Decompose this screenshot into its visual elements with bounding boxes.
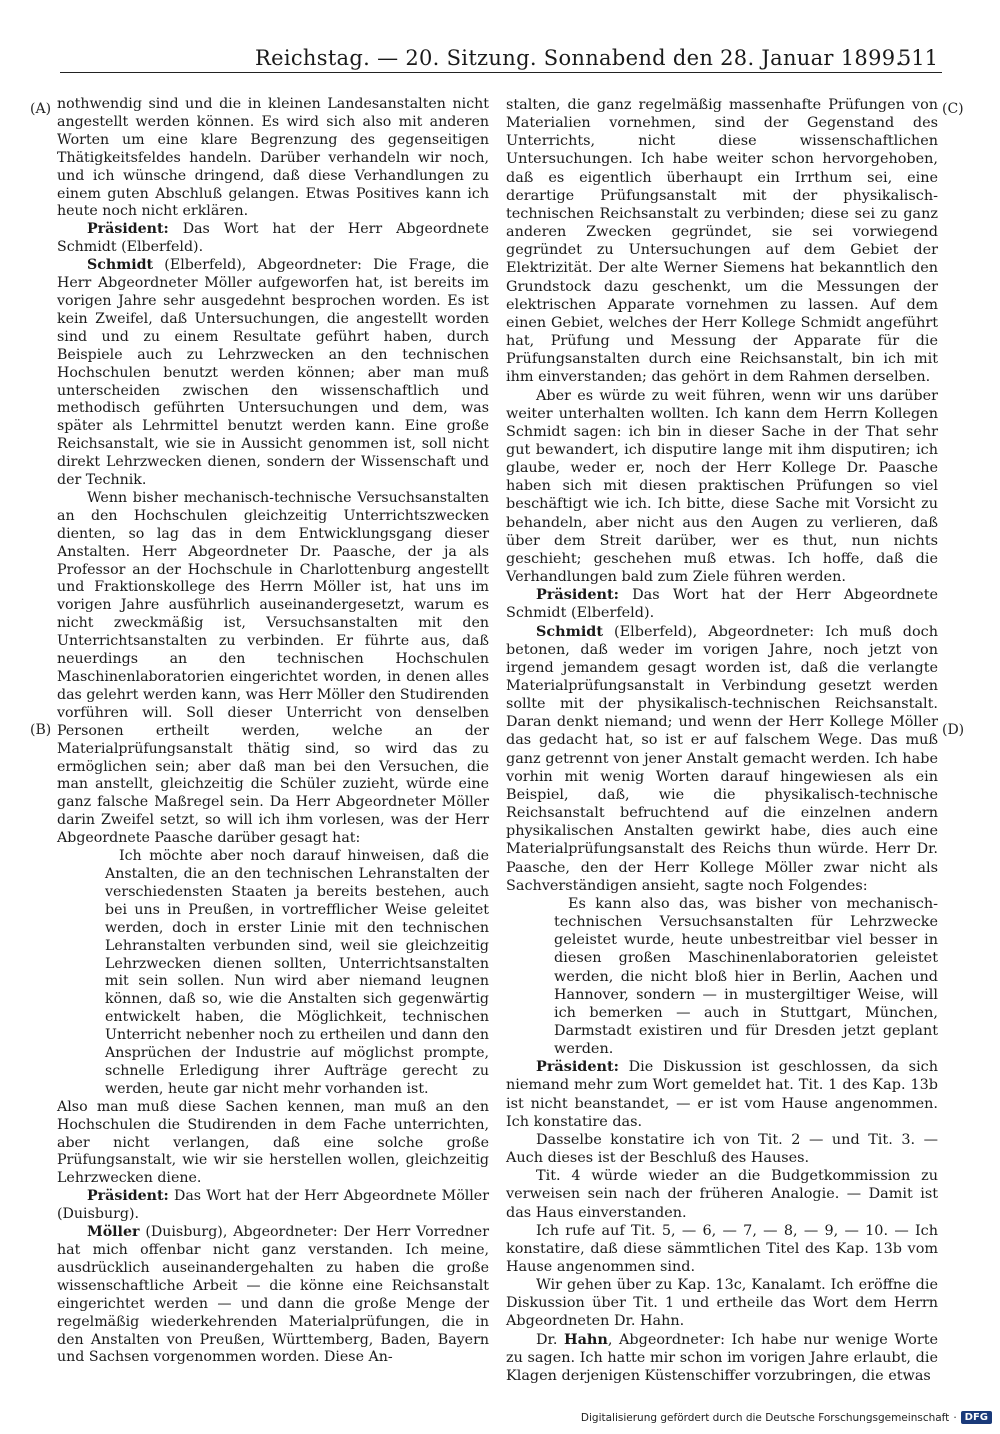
paragraph: Aber es würde zu weit führen, wenn wir uns darüber weiter unterhalten wollten. Ich kann dem Herrn Kollegen Schmidt sagen: ich bin in dieser Sache in der That sehr gut bewandert, ich disputire lange mit ihm disputiren; ich glaube, weder er, noch der Herr Kollege Dr. Paasche haben sich mit diesen praktischen Prüfungen so viel beschäftigt wie ich. Ich bitte, diese Sache mit Vorsicht zu behandeln, aber nicht aus den Augen zu verlieren, daß über dem Streit darüber, wer es thut, nun nichts geschieht; geschehen muß etwas. Ich hoffe, daß die Verhandlungen bald zum Ziele führen werden.	[506, 387, 938, 586]
block-quote: Es kann also das, was bisher von mechanisch-technischen Versuchsanstalten für Lehrzwecke geleistet wurde, heute unbestreitbar viel besser in diesen großen Maschinenlaboratorien geleistet werden, die nicht bloß hier in Berlin, Aachen und Hannover, sondern — in mustergiltiger Weise, will ich bemerken — auch in Stuttgart, München, Darmstadt existiren und für Dresden jetzt geplant werden.	[554, 895, 938, 1058]
speaker-name: Präsident:	[87, 1188, 169, 1205]
paragraph	[506, 586, 938, 622]
paragraph: nothwendig sind und die in kleinen Landesanstalten nicht angestellt werden können. Es wird sich also mit anderen Worten um eine klare Begrenzung des gegenseitigen Thätigkeitsfeldes handeln. Darüber verhandeln wir noch, und ich wünsche dringend, daß diese Verhandlungen zu einem guten Abschluß gelangen. Etwas Positives kann ich heute noch nicht erklären.	[57, 96, 489, 220]
speech-text: (Duisburg), Abgeordneter: Der Herr Vorredner hat mich offenbar nicht ganz verstanden. Ich meine, ausdrücklich auseinandergehalten zu haben die große wissenschaftliche Arbeit — die könne eine Reichsanstalt eingerichtet werden — und dann die große Menge der regelmäßig wiederkehrenden Materialprüfungen, die in den Anstalten von Preußen, Württemberg, Baden, Bayern und Sachsen vorgenommen worden. Diese An-	[57, 1224, 489, 1366]
speaker-name: Präsident:	[87, 221, 169, 238]
speech-text: (Elberfeld), Abgeordneter: Die Frage, die Herr Abgeordneter Möller aufgeworfen hat, ist bereits im vorigen Jahre sehr ausgedehnt besprochen worden. Es ist kein Zweifel, daß Untersuchungen, die angestellt worden sind und zu einem Resultate geführt haben, durch Beispiele auch zu Lehrzwecken an den technischen Hochschulen benutzt werden können; aber man muß unterscheiden zwischen den wissenschaftlich und methodisch geführten Untersuchungen und dem, was später als Lehrmittel benutzt werden kann. Eine große Reichsanstalt, wie sie in Aussicht genommen ist, soll nicht direkt Lehrzwecken dienen, sondern der Wissenschaft und der Technik.	[57, 257, 489, 489]
paragraph: Tit. 4 würde wieder an die Budgetkommission zu verweisen sein nach der früheren Analogie. — Damit ist das Haus einverstanden.	[506, 1168, 938, 1221]
paragraph	[506, 1331, 938, 1385]
dfg-logo: DFG	[961, 1411, 992, 1424]
running-title: Reichstag. — 20. Sitzung. Sonnabend den 28. Januar 1899.	[255, 46, 903, 70]
paragraph	[57, 1188, 489, 1224]
speaker-name: Schmidt	[536, 622, 604, 640]
paragraph	[57, 221, 489, 257]
paragraph: Dasselbe konstatire ich von Tit. 2 — und Tit. 3. — Auch dieses ist der Beschluß des Hauses.	[506, 1131, 938, 1167]
paragraph	[57, 1224, 489, 1367]
speaker-name: Präsident:	[536, 1058, 619, 1076]
margin-marker-b: (B)	[30, 722, 52, 738]
speaker-name: Hahn	[564, 1330, 608, 1348]
digitization-credit	[581, 1411, 992, 1424]
margin-marker-d: (D)	[942, 722, 965, 738]
speaker-name: Schmidt	[87, 257, 154, 274]
paragraph: Also man muß diese Sachen kennen, man muß an den Hochschulen die Studirenden in dem Fache unterrichten, aber nicht verlangen, daß eine solche große Prüfungsanstalt, wie wir sie herstellen wollen, gleichzeitig Lehrzwecken diene.	[57, 1098, 489, 1187]
paragraph: stalten, die ganz regelmäßig massenhafte Prüfungen von Materialien vornehmen, sind der Gegenstand des Unterrichts, nicht diese wissenschaftlichen Untersuchungen. Ich habe weiter schon hervorgehoben, daß es eigentlich überhaupt ein Irrthum sei, eine derartige Prüfungsanstalt mit der physikalisch-technischen Reichsanstalt zu verbinden; diese sei zu ganz anderen Zwecken gegründet, sie sei vorwiegend gegründet zu Untersuchungen auf dem Gebiet der Elektrizität. Der alte Werner Siemens hat bekanntlich den Grundstock dazu geschenkt, um die Messungen der elektrischen Apparate vornehmen zu lassen. Auf dem einen Gebiet, welches der Herr Kollege Schmidt angeführt hat, Prüfung und Messung der Apparate für die Prüfungsanstalten durch eine Reichsanstalt, bin ich mit ihm einverstanden; das gehört in dem Rahmen derselben.	[506, 97, 938, 386]
page-number: 511	[897, 46, 938, 70]
left-column	[57, 96, 489, 1367]
paragraph: Wenn bisher mechanisch-technische Versuchsanstalten an den Hochschulen gleichzeitig Unterrichtszwecken dienten, so lag das in dem Entwicklungsgang dieser Anstalten. Herr Abgeordneter Dr. Paasche, der ja als Professor an der Hochschule in Charlottenburg angestellt und Fraktionskollege des Herrn Möller ist, hat uns im vorigen Jahre ausführlich auseinandergesetzt, warum es nicht zweckmäßig ist, Versuchsanstalten mit den Unterrichtsanstalten zu verbinden. Er führte aus, daß neuerdings an den technischen Hochschulen Maschinenlaboratorien eingerichtet worden, in denen alles das gelehrt werden kann, was Herr Möller den Studirenden vorführen will. Soll dieser Unterricht von denselben Personen ertheilt werden, welche an der Materialprüfungsanstalt thätig sind, so wird das zu ermöglichen sein; aber daß man bei den Versuchen, die man anstellt, gleichzeitig die Schüler zuzieht, würde eine ganz falsche Maßregel sein. Da Herr Abgeordneter Möller darin Zweifel setzt, so will ich ihm vorlesen, was der Herr Abgeordnete Paasche darüber gesagt hat:	[57, 489, 489, 847]
speaker-name: Präsident:	[536, 586, 619, 604]
speech-text: Das Wort hat der Herr Abgeordnete Schmidt (Elberfeld).	[506, 587, 938, 622]
block-quote: Ich möchte aber noch darauf hinweisen, daß die Anstalten, die an den technischen Lehranstalten der verschiedensten Staaten ja bereits bestehen, auch bei uns in Preußen, in vortrefflicher Weise geleitet werden, doch in erster Linie mit den technischen Lehranstalten verbunden sind, weil sie gleichzeitig Lehrzwecken dienen sollten, Unterrichtsanstalten mit sein sollen. Nun wird aber niemand leugnen können, daß so, wie die Anstalten sich gegenwärtig entwickelt haben, die Möglichkeit, technischen Unterricht nebenher noch zu ertheilen und dann den Ansprüchen der Industrie auf möglichst prompte, schnelle Erledigung ihrer Aufträge gerecht zu werden, heute gar nicht mehr vorhanden ist.	[105, 848, 489, 1097]
paragraph: Wir gehen über zu Kap. 13c, Kanalamt. Ich eröffne die Diskussion über Tit. 1 und ertheile das Wort dem Herrn Abgeordneten Dr. Hahn.	[506, 1277, 938, 1330]
paragraph: Ich rufe auf Tit. 5, — 6, — 7, — 8, — 9, — 10. — Ich konstatire, daß diese sämmtlichen Titel des Kap. 13b vom Hause angenommen sind.	[506, 1222, 938, 1275]
speech-text: (Elberfeld), Abgeordneter: Ich muß doch betonen, daß weder im vorigen Jahre, noch jetzt von irgend jemandem gesagt worden ist, daß die verlangte Materialprüfungsanstalt in Verbindung gesetzt werden sollte mit der physikalisch-technischen Reichsanstalt. Daran denkt niemand; und wenn der Herr Kollege Möller das gedacht hat, so ist er auf falschem Wege. Das muß ganz getrennt von jener Anstalt gemacht werden. Ich habe vorhin mit wenig Worten darauf hingewiesen als ein Beispiel, daß, wie die physikalisch-technische Reichsanstalt befruchtend auf die einzelnen andern physikalischen Anstalten gewirkt habe, dies auch eine Materialprüfungsanstalt des Reichs thun würde. Herr Dr. Paasche, den der Herr Kollege Möller zwar nicht als Sachverständigen ansieht, sagte noch Folgendes:	[506, 623, 938, 894]
margin-marker-a: (A)	[30, 101, 52, 117]
page-header	[60, 42, 942, 73]
speaker-name: Möller	[87, 1224, 140, 1241]
speech-text: Die Diskussion ist geschlossen, da sich niemand mehr zum Wort gemeldet hat. Tit. 1 des Kap. 13b ist nicht beanstandet, — er ist vom Hause angenommen. Ich konstatire das.	[506, 1059, 938, 1130]
right-column	[506, 96, 938, 1385]
speech-text: Das Wort hat der Herr Abgeordnete Möller (Duisburg).	[57, 1188, 489, 1223]
paragraph	[506, 623, 938, 895]
separator-dot: ·	[953, 1411, 957, 1424]
speech-text: , Abgeordneter: Ich habe nur wenige Worte zu sagen. Ich hatte mir schon im vorigen Jahre erlaubt, die Klagen derjenigen Küstenschiffer vorzubringen, die etwas	[506, 1331, 939, 1384]
speech-text: Das Wort hat der Herr Abgeordnete Schmidt (Elberfeld).	[57, 221, 489, 256]
credit-text: Digitalisierung gefördert durch die Deutsche Forschungsgemeinschaft	[580, 1411, 950, 1424]
paragraph	[57, 257, 489, 490]
paragraph	[506, 1058, 938, 1131]
title-prefix: Dr.	[536, 1331, 565, 1348]
margin-marker-c: (C)	[942, 101, 964, 117]
